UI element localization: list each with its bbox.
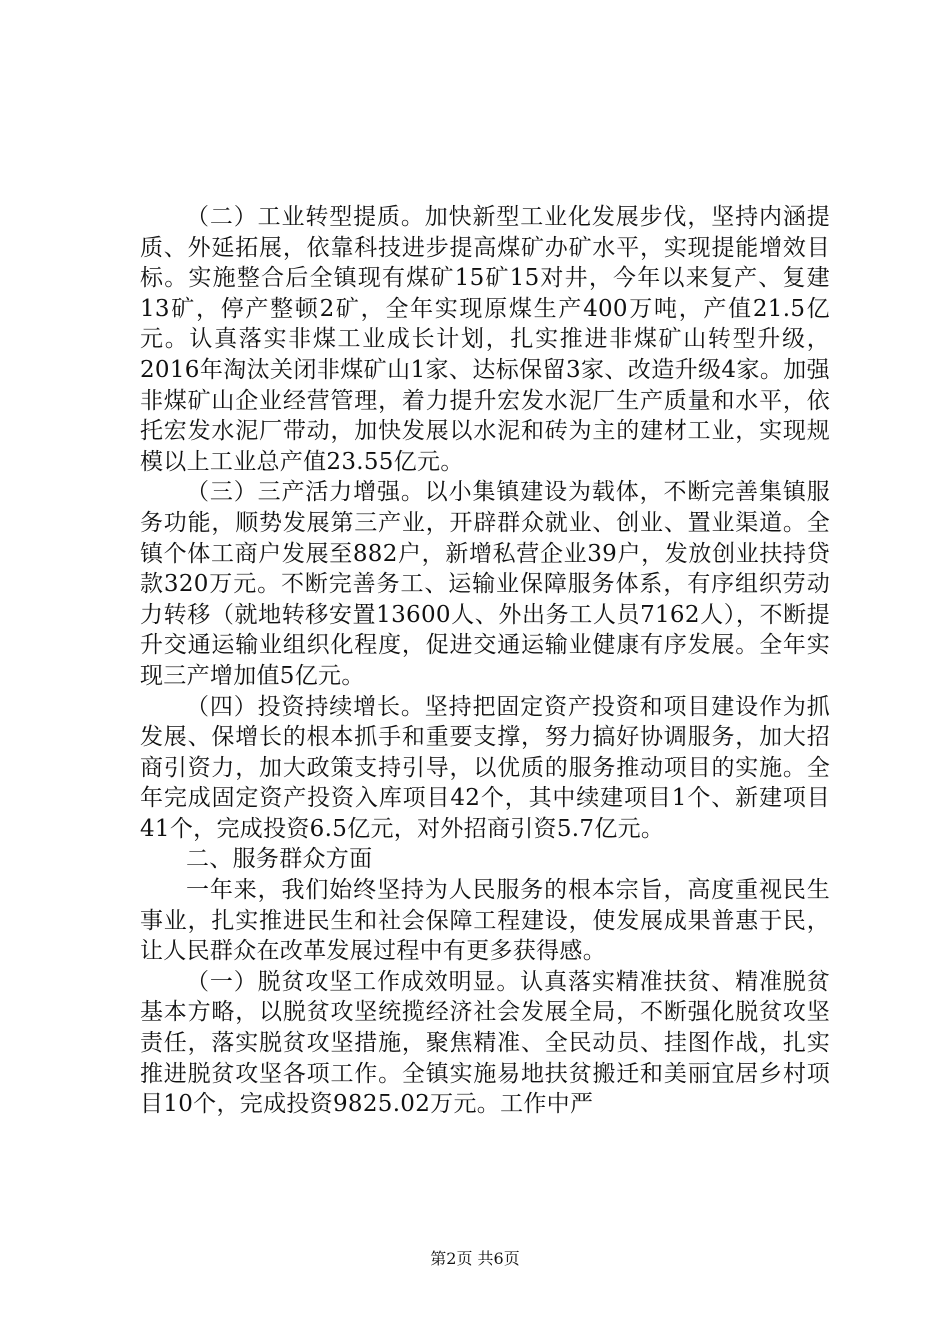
document-body bbox=[140, 202, 830, 1120]
paragraph-poverty: （一）脱贫攻坚工作成效明显。认真落实精准扶贫、精准脱贫基本方略，以脱贫攻坚统揽经济社会发展全局，不断强化脱贫攻坚责任，落实脱贫攻坚措施，聚焦精准、全民动员、挂图作战，扎实推进脱贫攻坚各项工作。全镇实施易地扶贫搬迁和美丽宜居乡村项目10个，完成投资9825.02万元。工作中严 bbox=[140, 968, 830, 1118]
page-footer: 第2页 共6页 bbox=[430, 1249, 520, 1268]
paragraph-intro: 一年来，我们始终坚持为人民服务的根本宗旨，高度重视民生事业，扎实推进民生和社会保障工程建设，使发展成果普惠于民，让人民群众在改革发展过程中有更多获得感。 bbox=[140, 877, 830, 965]
paragraph-investment: （四）投资持续增长。坚持把固定资产投资和项目建设作为抓发展、保增长的根本抓手和重要支撑，努力搞好协调服务，加大招商引资力，加大政策支持引导，以优质的服务推动项目的实施。全年完成固定资产投资入库项目42个，其中续建项目1个、新建项目41个，完成投资6.5亿元，对外招商引资5.7亿元。 bbox=[140, 693, 830, 842]
paragraph-industry: （二）工业转型提质。加快新型工业化发展步伐，坚持内涵提质、外延拓展，依靠科技进步提高煤矿办矿水平，实现提能增效目标。实施整合后全镇现有煤矿15矿15对井，今年以来复产、复建13矿，停产整顿2矿，全年实现原煤生产400万吨，产值21.5亿元。认真落实非煤工业成长计划，扎实推进非煤矿山转型升级，2016年淘汰关闭非煤矿山1家、达标保留3家、改造升级4家。加强非煤矿山企业经营管理，着力提升宏发水泥厂生产质量和水平，依托宏发水泥厂带动，加快发展以水泥和砖为主的建材工业，实现规模以上工业总产值23.55亿元。 bbox=[140, 204, 830, 475]
section-heading: 二、服务群众方面 bbox=[186, 846, 373, 873]
paragraph-tertiary: （三）三产活力增强。以小集镇建设为载体，不断完善集镇服务功能，顺势发展第三产业，开辟群众就业、创业、置业渠道。全镇个体工商户发展至882户，新增私营企业39户，发放创业扶持贷款320万元。不断完善务工、运输业保障服务体系，有序组织劳动力转移（就地转移安置13600人、外出务工人员7162人），不断提升交通运输业组织化程度，促进交通运输业健康有序发展。全年实现三产增加值5亿元。 bbox=[140, 479, 830, 689]
